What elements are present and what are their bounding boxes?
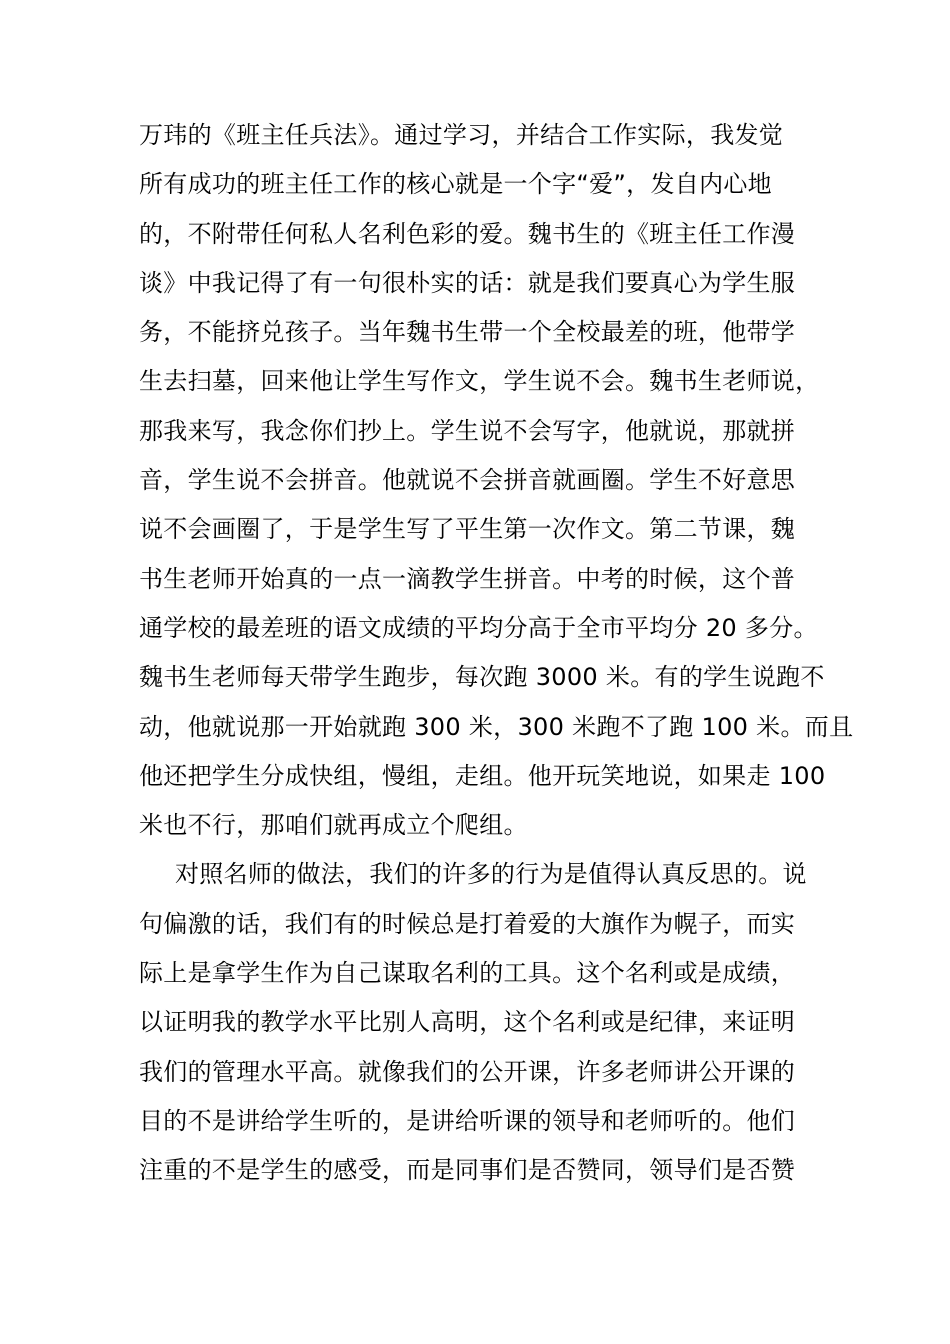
text-line: 我们的管理水平高。就像我们的公开课，许多老师讲公开课的 <box>139 1057 796 1086</box>
text-line: 目的不是讲给学生听的，是讲给听课的领导和老师听的。他们 <box>139 1106 796 1135</box>
text-line: 音，学生说不会拼音。他就说不会拼音就画圈。学生不好意思 <box>139 466 796 495</box>
text-line: 说不会画圈了，于是学生写了平生第一次作文。第二节课，魏 <box>139 515 796 544</box>
text-line: 米也不行，那咱们就再成立个爬组。 <box>139 811 528 840</box>
text-line: 的，不附带任何私人名利色彩的爱。魏书生的《班主任工作漫 <box>139 219 796 248</box>
text-line: 动，他就说那一开始就跑 300 米，300 米跑不了跑 100 米。而且 <box>139 712 854 741</box>
text-line: 书生老师开始真的一点一滴教学生拼音。中考的时候，这个普 <box>139 564 796 593</box>
text-line: 以证明我的教学水平比别人高明，这个名利或是纪律，来证明 <box>139 1008 796 1037</box>
text-line: 谈》中我记得了有一句很朴实的话：就是我们要真心为学生服 <box>139 268 796 297</box>
text-line: 通学校的最差班的语文成绩的平均分高于全市平均分 20 多分。 <box>139 613 818 642</box>
text-line: 生去扫墓，回来他让学生写作文，学生说不会。魏书生老师说， <box>139 367 820 396</box>
text-line: 所有成功的班主任工作的核心就是一个字“爱”，发自内心地 <box>139 170 772 199</box>
text-line: 际上是拿学生作为自己谋取名利的工具。这个名利或是成绩， <box>139 959 796 988</box>
text-line: 句偏激的话，我们有的时候总是打着爱的大旗作为幌子，而实 <box>139 909 796 938</box>
document-body <box>139 111 854 1196</box>
text-line: 他还把学生分成快组，慢组，走组。他开玩笑地说，如果走 100 <box>139 761 826 790</box>
text-line: 注重的不是学生的感受，而是同事们是否赞同，领导们是否赞 <box>139 1156 796 1185</box>
text-line: 务，不能挤兑孩子。当年魏书生带一个全校最差的班，他带学 <box>139 318 796 347</box>
text-line: 那我来写，我念你们抄上。学生说不会写字，他就说，那就拼 <box>139 416 796 445</box>
paragraph-start-line: 对照名师的做法，我们的许多的行为是值得认真反思的。说 <box>175 860 807 889</box>
text-line: 魏书生老师每天带学生跑步，每次跑 3000 米。有的学生说跑不 <box>139 663 825 692</box>
text-line: 万玮的《班主任兵法》。通过学习，并结合工作实际，我发觉 <box>139 121 784 149</box>
